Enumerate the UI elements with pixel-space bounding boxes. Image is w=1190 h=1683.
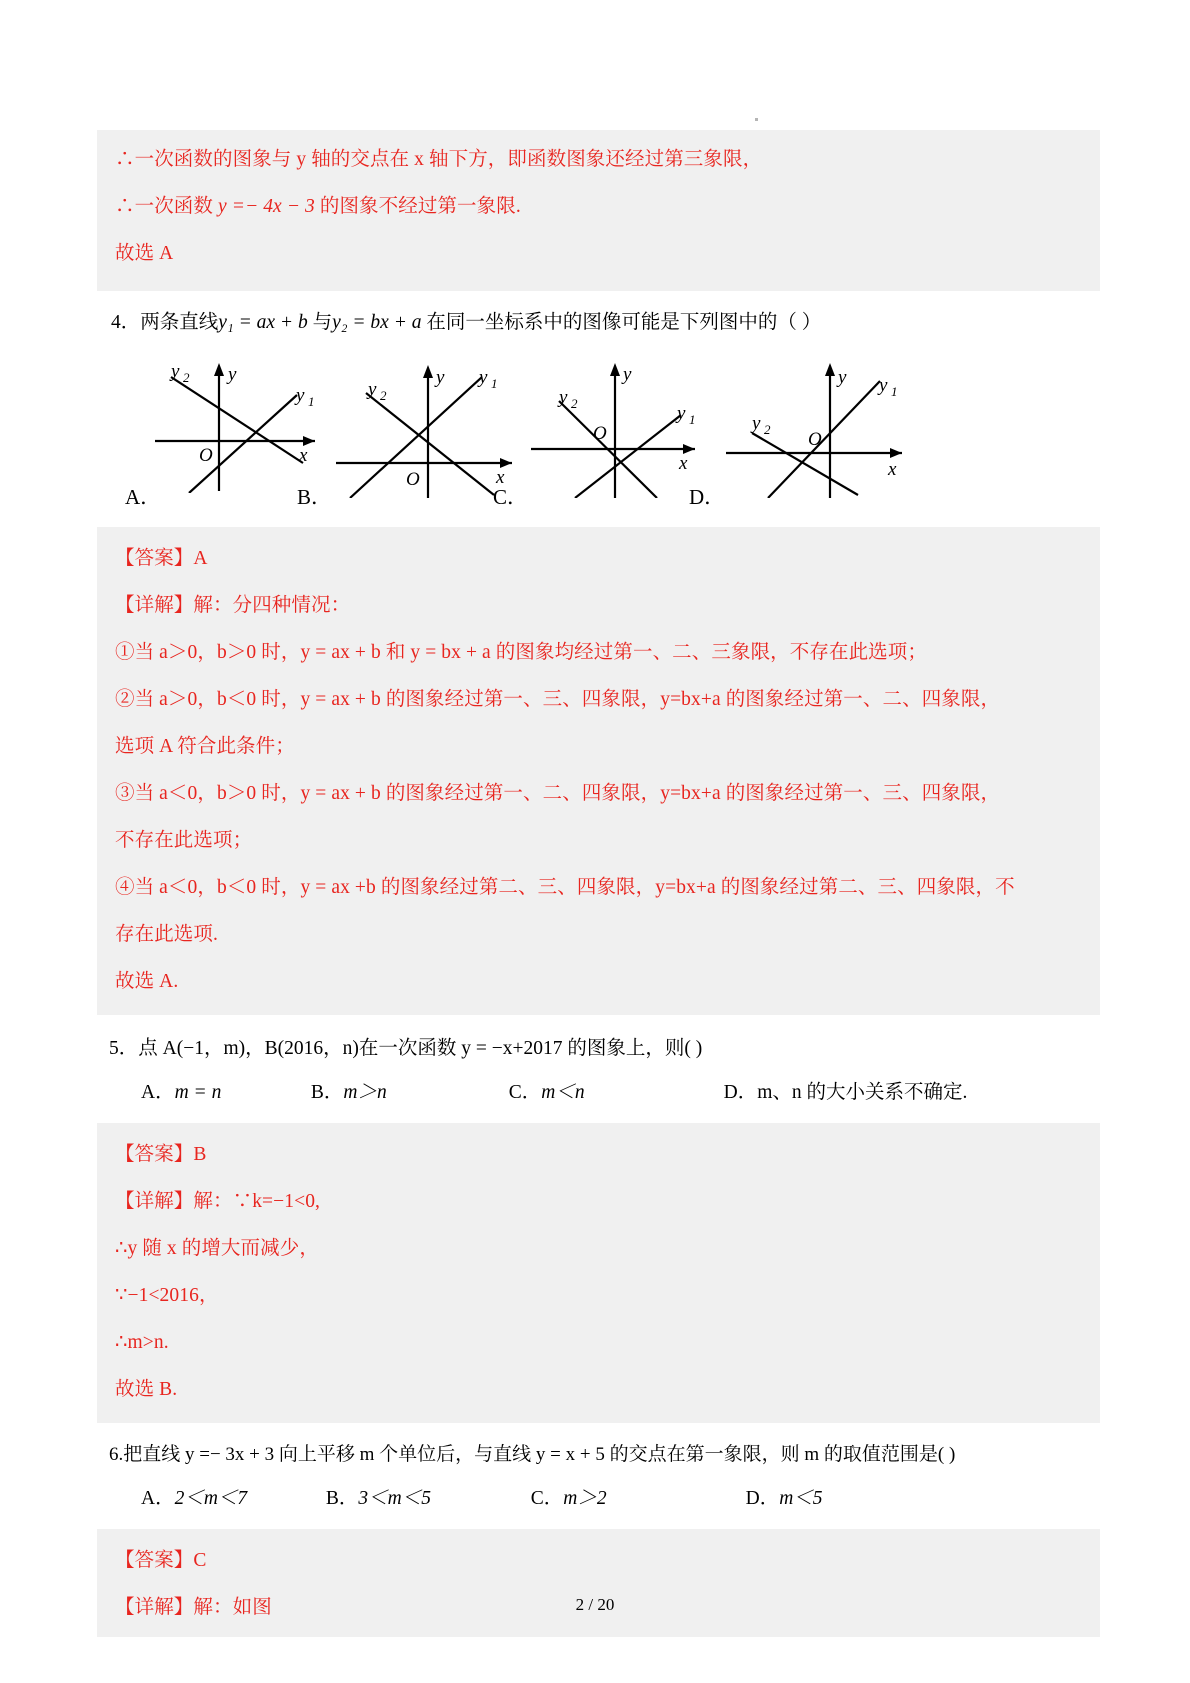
solution-q5-answer-value: B (193, 1144, 207, 1165)
choice-label-d[interactable]: D． (689, 485, 726, 509)
figure-c-label-y1: y (677, 403, 686, 424)
question-5-option-c[interactable] (509, 1071, 719, 1115)
question-6-option-c[interactable] (531, 1477, 741, 1521)
figure-a-label-y2-sub: 2 (183, 370, 190, 385)
solution-q4-detail-head (97, 582, 1100, 629)
page-content (97, 0, 1097, 1637)
question-5-option-d-label: D． (723, 1082, 758, 1103)
solution-q6-answer (97, 1537, 1100, 1584)
figure-choice-c (517, 353, 717, 503)
choice-label-c[interactable]: C． (493, 485, 529, 509)
solution-q4-case-4-line-1: ④当 a＜0，b＜0 时，y = ax +b 的图象经过第二、三、四象限，y=bx+a 的图象经过第二、三、四象限，不 (115, 877, 1015, 898)
solution-q5-line-2: ∴y 随 x 的增大而减少， (115, 1238, 319, 1259)
solution-q4-case-4-line-2: 存在此选项. (115, 924, 218, 945)
solution-q5-answer-tag: 【答案】 (115, 1144, 194, 1165)
solution-q6-answer-tag: 【答案】 (115, 1550, 194, 1571)
solution-q6-detail-head-text: 解：如图 (193, 1597, 272, 1618)
solution-q6-detail-tag: 【详解】 (115, 1597, 194, 1618)
question-6-options (97, 1477, 1097, 1521)
figure-d-label-y2-sub: 2 (764, 422, 771, 437)
question-4-text-post: 在同一坐标系中的图像可能是下列图中的（ ） (421, 312, 822, 333)
figure-c-label-y1-sub: 1 (689, 412, 696, 427)
question-5-option-d[interactable] (724, 1071, 968, 1115)
question-5-text: 点 A(−1，m)，B(2016，n)在一次函数 y = −x+2017 的图象上，则( ) (138, 1038, 703, 1059)
question-4-math-2: y₂ = bx + a (332, 312, 422, 333)
question-6-option-d-label: D． (745, 1488, 780, 1509)
question-5-number: 5． (109, 1038, 139, 1059)
solution-q5-detail-tag: 【详解】 (115, 1191, 194, 1212)
solution-q4-answer (97, 535, 1100, 582)
solution-q4-answer-tag: 【答案】 (115, 548, 194, 569)
question-5-options (97, 1071, 1097, 1115)
question-4-stem (97, 291, 1097, 345)
question-5-option-d-value: m、n 的大小关系不确定. (757, 1082, 968, 1103)
solution-q3-conclusion: 故选 A (115, 243, 174, 264)
figure-c-svg (517, 353, 717, 498)
question-5-option-b[interactable] (311, 1071, 504, 1115)
solution-q4-case-2-line-1: ②当 a＞0，b＜0 时，y = ax + b 的图象经过第一、三、四象限，y=bx+a 的图象经过第一、二、四象限， (115, 689, 1001, 710)
question-5-option-c-label: C． (508, 1082, 542, 1103)
question-5-option-a-value: m = n (174, 1082, 222, 1103)
figure-a-label-y1: y (296, 385, 305, 406)
solution-q5-detail-head (97, 1178, 1100, 1225)
figure-c-label-x-axis: x (679, 453, 688, 474)
solution-block-q3 (97, 130, 1100, 291)
question-5-option-a-label: A． (141, 1082, 175, 1103)
solution-q4-detail-tag: 【详解】 (115, 595, 194, 616)
figure-b-label-origin: O (406, 469, 420, 490)
solution-q4-case-3-line-1: ③当 a＜0，b＞0 时，y = ax + b 的图象经过第一、二、四象限，y=bx+a 的图象经过第一、三、四象限， (115, 783, 1001, 804)
solution-q3-line2 (97, 183, 1100, 230)
figure-b-label-y2-sub: 2 (380, 388, 387, 403)
solution-q5-answer (97, 1131, 1100, 1178)
solution-q4-case-3-line-2: 不存在此选项； (115, 830, 253, 851)
figure-choice-d (712, 353, 922, 503)
choice-label-a[interactable]: A． (125, 485, 162, 509)
figure-d-label-y1-sub: 1 (891, 384, 898, 399)
question-5-option-b-value: m＞n (343, 1082, 387, 1103)
choice-label-b[interactable]: B． (297, 485, 333, 509)
solution-block-q5 (97, 1123, 1100, 1423)
solution-q5-conclusion: 故选 B. (115, 1379, 178, 1400)
figure-a-svg (137, 353, 337, 493)
solution-q4-conclusion: 故选 A. (115, 971, 179, 992)
figure-b-label-y1: y (479, 367, 488, 388)
solution-q3-line1: ∴一次函数的图象与 y 轴的交点在 x 轴下方，即函数图象还经过第三象限， (115, 149, 763, 170)
figure-b-label-y2: y (368, 379, 377, 400)
figure-d-label-y-axis: y (838, 367, 847, 388)
question-4-number: 4． (111, 312, 141, 333)
question-5-option-c-value: m＜n (541, 1082, 585, 1103)
question-6-option-a-label: A． (141, 1488, 175, 1509)
question-4-figure-row (97, 345, 1097, 517)
figure-a-label-y1-sub: 1 (308, 394, 315, 409)
question-6-option-b-label: B． (325, 1488, 359, 1509)
figure-b-svg (322, 353, 532, 498)
solution-block-q6 (97, 1529, 1100, 1637)
solution-q5-detail-head-text: 解：∵k=−1<0, (193, 1191, 321, 1212)
figure-d-label-origin: O (808, 429, 822, 450)
figure-d-label-x-axis: x (888, 459, 897, 480)
solution-q4-case-2-line-2: 选项 A 符合此条件； (115, 736, 295, 757)
question-5-option-a[interactable] (141, 1071, 306, 1115)
question-4-mid: 与 (307, 312, 333, 333)
figure-d-svg (712, 353, 922, 498)
question-6-number: 6. (109, 1444, 124, 1465)
question-6-option-a[interactable] (141, 1477, 321, 1521)
question-5-option-b-label: B． (310, 1082, 344, 1103)
figure-a-label-x-axis: x (299, 445, 308, 466)
figure-b-label-y-axis: y (436, 367, 445, 388)
solution-block-q4 (97, 527, 1100, 1015)
figure-choice-a (137, 353, 337, 498)
figure-c-label-origin: O (593, 423, 607, 444)
solution-q3-line2-math: y =− 4x − 3 (217, 196, 315, 217)
question-5-stem (97, 1015, 1097, 1071)
question-6-option-c-label: C． (530, 1488, 564, 1509)
solution-q6-answer-value: C (193, 1550, 207, 1571)
solution-q5-line-3: ∵−1<2016， (115, 1285, 219, 1306)
solution-q4-answer-value: A (193, 548, 208, 569)
question-6-option-c-value: m＞2 (563, 1488, 607, 1509)
question-4-text-pre: 两条直线 (140, 312, 219, 333)
question-6-option-d[interactable] (746, 1477, 823, 1521)
figure-a-label-origin: O (199, 445, 213, 466)
solution-q3-line2-post: 的图象不经过第一象限. (314, 196, 521, 217)
solution-q4-case-1: ①当 a＞0，b＞0 时，y = ax + b 和 y = bx + a 的图象均经过第一、二、三象限，不存在此选项； (115, 642, 927, 663)
figure-c-label-y2-sub: 2 (571, 396, 578, 411)
question-6-option-b[interactable] (326, 1477, 526, 1521)
question-6-option-d-value: m＜5 (779, 1488, 823, 1509)
question-6-text: 把直线 y =− 3x + 3 向上平移 m 个单位后，与直线 y = x + 5 的交点在第一象限，则 m 的取值范围是( ) (123, 1444, 956, 1465)
figure-c-label-y-axis: y (623, 364, 632, 385)
solution-q3-line2-pre: ∴一次函数 (115, 196, 218, 217)
figure-d-label-y1: y (879, 375, 888, 396)
page-footer: 2 / 20 (575, 1595, 615, 1614)
figure-a-label-y2: y (171, 361, 180, 382)
question-6-stem (97, 1423, 1097, 1477)
solution-q5-line-4: ∴m>n. (115, 1332, 169, 1353)
question-6-option-a-value: 2＜m＜7 (174, 1488, 248, 1509)
solution-q4-detail-head-text: 解：分四种情况： (193, 595, 351, 616)
figure-d-label-y2: y (752, 413, 761, 434)
figure-a-label-y-axis: y (228, 364, 237, 385)
figure-c-label-y2: y (559, 387, 568, 408)
figure-b-label-y1-sub: 1 (491, 376, 498, 391)
figure-b-label-x-axis: x (496, 467, 505, 488)
question-4-math-1: y₁ = ax + b (218, 312, 308, 333)
question-6-option-b-value: 3＜m＜5 (358, 1488, 431, 1509)
